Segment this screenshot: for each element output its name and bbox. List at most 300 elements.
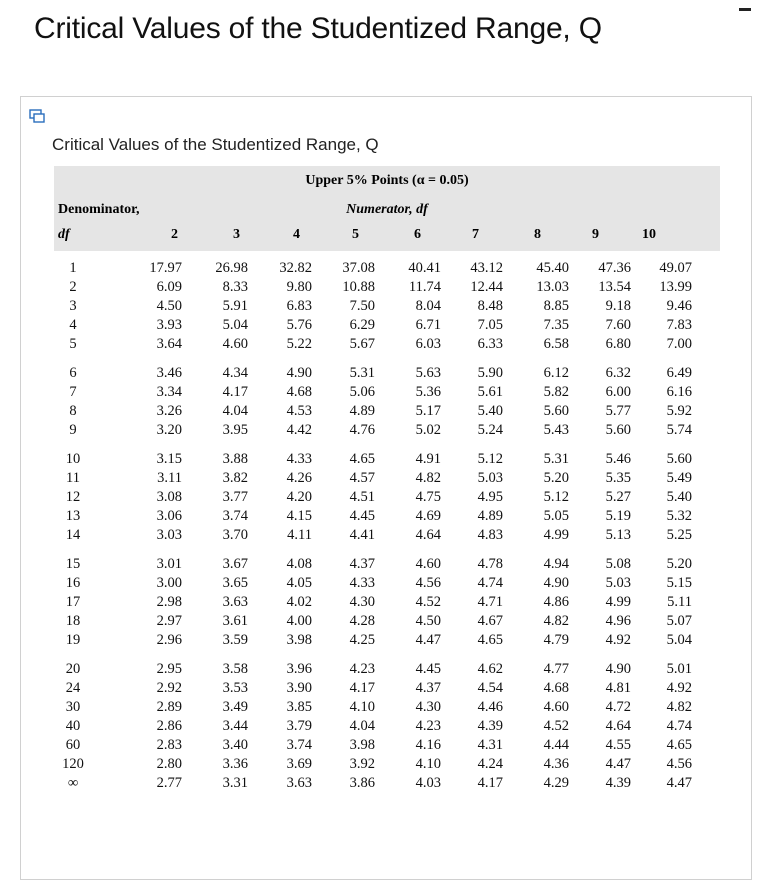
table-cell: 40.41	[408, 260, 441, 276]
table-cell: 4.31	[477, 737, 503, 753]
numerator-label: Numerator, df	[346, 202, 428, 217]
table-cell: 3.08	[156, 489, 182, 505]
table-cell: 4.17	[477, 775, 503, 791]
table-cell: 4.42	[286, 422, 312, 438]
table-cell: 4.64	[415, 527, 441, 543]
table-cell: 49.07	[659, 260, 692, 276]
table-cell: 4.11	[287, 527, 312, 543]
table-cell: 4.65	[349, 451, 375, 467]
table-cell: 4.69	[415, 508, 441, 524]
table-cell: 6.58	[543, 336, 569, 352]
table-row	[54, 450, 696, 469]
table-cell: 4.03	[415, 775, 441, 791]
table-cell: 4.90	[286, 365, 312, 381]
table-cell: 5.11	[667, 594, 692, 610]
table-cell: 4.44	[543, 737, 569, 753]
table-cell: 3.36	[222, 756, 248, 772]
table-cell: 26.98	[215, 260, 248, 276]
table-cell: 3.98	[349, 737, 375, 753]
table-cell: 6.32	[605, 365, 631, 381]
table-cell: 4.02	[286, 594, 312, 610]
table-cell: 3.98	[286, 632, 312, 648]
table-cell: 5.25	[666, 527, 692, 543]
table-cell: 4.62	[477, 661, 503, 677]
table-cell: 3.63	[286, 775, 312, 791]
table-cell: 4.78	[477, 556, 503, 572]
table-cell: 4.77	[543, 661, 569, 677]
column-header: 3	[233, 227, 240, 242]
table-cell: 3.82	[222, 470, 248, 486]
table-cell: 4.57	[349, 470, 375, 486]
table-cell: 3.92	[349, 756, 375, 772]
table-row	[54, 297, 696, 316]
table-cell: 4.76	[349, 422, 375, 438]
table-cell: 5.76	[286, 317, 312, 333]
table-row	[54, 421, 696, 440]
table-cell: 5.32	[666, 508, 692, 524]
table-cell: 5.35	[605, 470, 631, 486]
table-cell: 4.15	[286, 508, 312, 524]
table-cell: 4.23	[415, 718, 441, 734]
table-cell: 8.04	[415, 298, 441, 314]
table-cell: 4.17	[222, 384, 248, 400]
table-cell: 4.52	[543, 718, 569, 734]
table-cell: 5.90	[477, 365, 503, 381]
row-df-label: 7	[69, 384, 77, 400]
table-cell: 3.70	[222, 527, 248, 543]
table-cell: 4.04	[222, 403, 248, 419]
table-cell: 5.04	[666, 632, 692, 648]
table-cell: 3.20	[156, 422, 182, 438]
table-cell: 5.13	[605, 527, 631, 543]
table-cell: 4.34	[222, 365, 248, 381]
table-cell: 3.44	[222, 718, 248, 734]
table-row	[54, 555, 696, 574]
table-cell: 4.79	[543, 632, 569, 648]
table-cell: 4.83	[477, 527, 503, 543]
table-row	[54, 335, 696, 354]
table-cell: 3.34	[156, 384, 182, 400]
page-title: Critical Values of the Studentized Range, Q	[34, 12, 602, 45]
table-cell: 4.54	[477, 680, 503, 696]
table-cell: 5.22	[286, 336, 312, 352]
table-cell: 47.36	[598, 260, 631, 276]
table-cell: 6.80	[605, 336, 631, 352]
table-cell: 4.60	[222, 336, 248, 352]
table-cell: 4.50	[156, 298, 182, 314]
table-cell: 3.85	[286, 699, 312, 715]
table-cell: 4.56	[415, 575, 441, 591]
table-cell: 5.31	[349, 365, 375, 381]
row-df-label: 17	[65, 594, 81, 610]
table-cell: 9.46	[666, 298, 692, 314]
table-cell: 6.83	[286, 298, 312, 314]
row-df-label: 18	[65, 613, 81, 629]
table-cell: 11.74	[408, 279, 441, 295]
table-cell: 4.99	[543, 527, 569, 543]
table-cell: 13.99	[659, 279, 692, 295]
table-cell: 3.74	[286, 737, 312, 753]
table-cell: 2.77	[156, 775, 182, 791]
column-header: 2	[171, 227, 178, 242]
table-cell: 12.44	[470, 279, 503, 295]
row-df-label: 24	[65, 680, 81, 696]
table-cell: 4.89	[477, 508, 503, 524]
table-cell: 3.74	[222, 508, 248, 524]
table-cell: 8.85	[543, 298, 569, 314]
table-cell: 3.96	[286, 661, 312, 677]
column-header: 4	[293, 227, 300, 242]
table-cell: 5.19	[605, 508, 631, 524]
table-cell: 3.11	[157, 470, 182, 486]
denominator-label: Denominator,	[58, 202, 140, 217]
row-df-label: 40	[65, 718, 81, 734]
table-cell: 5.08	[605, 556, 631, 572]
table-cell: 9.18	[605, 298, 631, 314]
table-cell: 7.60	[605, 317, 631, 333]
table-cell: 4.92	[605, 632, 631, 648]
table-cell: 5.12	[477, 451, 503, 467]
table-cell: 9.80	[286, 279, 312, 295]
table-cell: 8.33	[222, 279, 248, 295]
row-df-label: 10	[65, 451, 81, 467]
table-cell: 4.25	[349, 632, 375, 648]
table-cell: 5.46	[605, 451, 631, 467]
table-cell: 4.99	[605, 594, 631, 610]
table-cell: 5.02	[415, 422, 441, 438]
table-cell: 5.03	[605, 575, 631, 591]
table-cell: 7.50	[349, 298, 375, 314]
table-cell: 4.95	[477, 489, 503, 505]
table-cell: 17.97	[149, 260, 182, 276]
table-cell: 3.86	[349, 775, 375, 791]
table-cell: 4.50	[415, 613, 441, 629]
table-cell: 5.91	[222, 298, 248, 314]
table-cell: 4.33	[349, 575, 375, 591]
table-cell: 4.89	[349, 403, 375, 419]
table-cell: 4.82	[666, 699, 692, 715]
table-row	[54, 364, 696, 383]
table-cell: 3.63	[222, 594, 248, 610]
table-cell: 6.00	[605, 384, 631, 400]
table-cell: 6.09	[156, 279, 182, 295]
table-cell: 3.64	[156, 336, 182, 352]
row-df-label: 4	[69, 317, 77, 333]
table-cell: 5.60	[543, 403, 569, 419]
table-cell: 4.45	[415, 661, 441, 677]
table-cell: 5.07	[666, 613, 692, 629]
table-cell: 2.96	[156, 632, 182, 648]
table-cell: 4.68	[286, 384, 312, 400]
row-df-label: 19	[65, 632, 81, 648]
table-row	[54, 507, 696, 526]
table-cell: 5.05	[543, 508, 569, 524]
table-cell: 8.48	[477, 298, 503, 314]
table-cell: 5.04	[222, 317, 248, 333]
table-cell: 3.77	[222, 489, 248, 505]
table-cell: 5.60	[666, 451, 692, 467]
table-cell: 2.80	[156, 756, 182, 772]
table-cell: 4.00	[286, 613, 312, 629]
table-header-top: Upper 5% Points (α = 0.05)	[54, 166, 720, 196]
table-cell: 5.20	[666, 556, 692, 572]
table-cell: 3.88	[222, 451, 248, 467]
table-cell: 3.79	[286, 718, 312, 734]
table-cell: 4.46	[477, 699, 503, 715]
table-cell: 43.12	[470, 260, 503, 276]
table-row	[54, 612, 696, 631]
table-cell: 3.40	[222, 737, 248, 753]
table-row	[54, 469, 696, 488]
table-cell: 5.40	[477, 403, 503, 419]
table-cell: 7.00	[666, 336, 692, 352]
table-cell: 4.39	[605, 775, 631, 791]
table-cell: 3.58	[222, 661, 248, 677]
table-cell: 5.82	[543, 384, 569, 400]
table-cell: 6.16	[666, 384, 692, 400]
table-row	[54, 402, 696, 421]
table-cell: 4.30	[415, 699, 441, 715]
table-cell: 5.31	[543, 451, 569, 467]
table-cell: 7.83	[666, 317, 692, 333]
table-row	[54, 259, 696, 278]
row-df-label: 2	[69, 279, 77, 295]
table-cell: 5.27	[605, 489, 631, 505]
table-cell: 10.88	[342, 279, 375, 295]
table-cell: 4.17	[349, 680, 375, 696]
column-header: 6	[414, 227, 421, 242]
column-header: 10	[642, 227, 656, 242]
table-cell: 5.20	[543, 470, 569, 486]
table-cell: 5.92	[666, 403, 692, 419]
values-grid	[54, 259, 696, 793]
table-cell: 4.81	[605, 680, 631, 696]
table-cell: 5.12	[543, 489, 569, 505]
row-df-label: 9	[69, 422, 77, 438]
table-cell: 5.67	[349, 336, 375, 352]
table-cell: 4.47	[666, 775, 692, 791]
table-cell: 2.86	[156, 718, 182, 734]
table-cell: 4.60	[415, 556, 441, 572]
table-cell: 3.26	[156, 403, 182, 419]
row-df-label: 11	[66, 470, 80, 486]
table-cell: 4.68	[543, 680, 569, 696]
table-cell: 4.65	[666, 737, 692, 753]
table-cell: 4.23	[349, 661, 375, 677]
table-cell: 5.49	[666, 470, 692, 486]
table-cell: 4.37	[349, 556, 375, 572]
row-df-label: 1	[69, 260, 77, 276]
table-cell: 3.59	[222, 632, 248, 648]
table-cell: 3.61	[222, 613, 248, 629]
table-cell: 5.61	[477, 384, 503, 400]
table-cell: 4.36	[543, 756, 569, 772]
table-cell: 3.49	[222, 699, 248, 715]
table-row	[54, 755, 696, 774]
table-cell: 3.69	[286, 756, 312, 772]
table-cell: 3.31	[222, 775, 248, 791]
table-row	[54, 736, 696, 755]
table-cell: 4.28	[349, 613, 375, 629]
table-row	[54, 526, 696, 545]
table-cell: 4.55	[605, 737, 631, 753]
studentized-range-table	[54, 166, 720, 793]
table-cell: 5.01	[666, 661, 692, 677]
table-row	[54, 278, 696, 297]
scrollbar-thumb[interactable]	[739, 8, 751, 11]
table-cell: 4.74	[666, 718, 692, 734]
table-cell: 5.17	[415, 403, 441, 419]
table-cell: 4.71	[477, 594, 503, 610]
table-cell: 4.52	[415, 594, 441, 610]
table-cell: 2.95	[156, 661, 182, 677]
row-df-label: 5	[69, 336, 77, 352]
table-cell: 4.94	[543, 556, 569, 572]
table-cell: 4.29	[543, 775, 569, 791]
table-cell: 4.91	[415, 451, 441, 467]
table-cell: 3.03	[156, 527, 182, 543]
table-cell: 7.35	[543, 317, 569, 333]
table-cell: 2.89	[156, 699, 182, 715]
table-cell: 2.98	[156, 594, 182, 610]
table-cell: 45.40	[536, 260, 569, 276]
table-row	[54, 717, 696, 736]
table-header-columns	[54, 196, 720, 251]
table-cell: 6.29	[349, 317, 375, 333]
table-cell: 6.03	[415, 336, 441, 352]
table-cell: 5.63	[415, 365, 441, 381]
table-cell: 4.92	[666, 680, 692, 696]
table-row	[54, 593, 696, 612]
table-cell: 5.15	[666, 575, 692, 591]
table-cell: 5.24	[477, 422, 503, 438]
table-cell: 13.54	[598, 279, 631, 295]
table-cell: 4.74	[477, 575, 503, 591]
table-cell: 4.67	[477, 613, 503, 629]
table-cell: 4.24	[477, 756, 503, 772]
row-df-label: 120	[62, 756, 84, 772]
table-cell: 4.96	[605, 613, 631, 629]
table-cell: 5.60	[605, 422, 631, 438]
copy-icon[interactable]	[29, 109, 45, 123]
table-cell: 4.82	[543, 613, 569, 629]
table-cell: 3.65	[222, 575, 248, 591]
table-cell: 4.47	[415, 632, 441, 648]
table-cell: 4.30	[349, 594, 375, 610]
row-df-label: 60	[65, 737, 81, 753]
column-header: 9	[592, 227, 599, 242]
table-cell: 3.06	[156, 508, 182, 524]
table-cell: 3.53	[222, 680, 248, 696]
row-df-label: 8	[69, 403, 77, 419]
table-cell: 4.37	[415, 680, 441, 696]
table-cell: 4.53	[286, 403, 312, 419]
table-cell: 4.20	[286, 489, 312, 505]
column-header: 5	[352, 227, 359, 242]
table-cell: 13.03	[536, 279, 569, 295]
table-cell: 4.10	[349, 699, 375, 715]
table-cell: 5.36	[415, 384, 441, 400]
table-cell: 4.33	[286, 451, 312, 467]
table-cell: 5.03	[477, 470, 503, 486]
table-cell: 4.64	[605, 718, 631, 734]
table-row	[54, 383, 696, 402]
row-df-label: 14	[65, 527, 81, 543]
table-row	[54, 774, 696, 793]
table-cell: 4.05	[286, 575, 312, 591]
table-cell: 4.26	[286, 470, 312, 486]
table-cell: 4.16	[415, 737, 441, 753]
table-cell: 6.33	[477, 336, 503, 352]
table-cell: 32.82	[279, 260, 312, 276]
table-cell: 4.10	[415, 756, 441, 772]
table-cell: 4.90	[605, 661, 631, 677]
table-cell: 2.92	[156, 680, 182, 696]
table-cell: 4.90	[543, 575, 569, 591]
table-row	[54, 660, 696, 679]
image-panel	[20, 96, 752, 880]
table-row	[54, 631, 696, 650]
table-row	[54, 698, 696, 717]
row-df-label: 6	[69, 365, 77, 381]
table-cell: 4.41	[349, 527, 375, 543]
row-df-label: 3	[69, 298, 77, 314]
table-cell: 3.95	[222, 422, 248, 438]
table-cell: 4.56	[666, 756, 692, 772]
table-cell: 5.77	[605, 403, 631, 419]
column-header: 7	[472, 227, 479, 242]
denominator-df-label: df	[58, 227, 70, 242]
table-cell: 6.71	[415, 317, 441, 333]
row-df-label: 12	[65, 489, 81, 505]
table-row	[54, 488, 696, 507]
table-cell: 4.04	[349, 718, 375, 734]
table-cell: 4.65	[477, 632, 503, 648]
table-cell: 3.00	[156, 575, 182, 591]
table-cell: 6.12	[543, 365, 569, 381]
table-cell: 4.08	[286, 556, 312, 572]
table-row	[54, 679, 696, 698]
table-cell: 4.86	[543, 594, 569, 610]
table-cell: 37.08	[342, 260, 375, 276]
table-cell: 3.46	[156, 365, 182, 381]
table-cell: 7.05	[477, 317, 503, 333]
row-df-label: 16	[65, 575, 81, 591]
table-cell: 5.43	[543, 422, 569, 438]
row-df-label: 20	[65, 661, 81, 677]
table-cell: 3.67	[222, 556, 248, 572]
table-cell: 4.75	[415, 489, 441, 505]
row-df-label: ∞	[67, 775, 79, 791]
table-row	[54, 574, 696, 593]
table-caption: Critical Values of the Studentized Range, Q	[52, 135, 379, 154]
row-df-label: 30	[65, 699, 81, 715]
table-cell: 4.60	[543, 699, 569, 715]
table-cell: 3.01	[156, 556, 182, 572]
table-cell: 4.51	[349, 489, 375, 505]
table-cell: 5.40	[666, 489, 692, 505]
table-cell: 4.82	[415, 470, 441, 486]
table-cell: 3.90	[286, 680, 312, 696]
table-cell: 2.97	[156, 613, 182, 629]
table-cell: 3.93	[156, 317, 182, 333]
table-cell: 5.06	[349, 384, 375, 400]
table-cell: 6.49	[666, 365, 692, 381]
table-cell: 4.47	[605, 756, 631, 772]
table-cell: 3.15	[156, 451, 182, 467]
table-row	[54, 316, 696, 335]
row-df-label: 15	[65, 556, 81, 572]
